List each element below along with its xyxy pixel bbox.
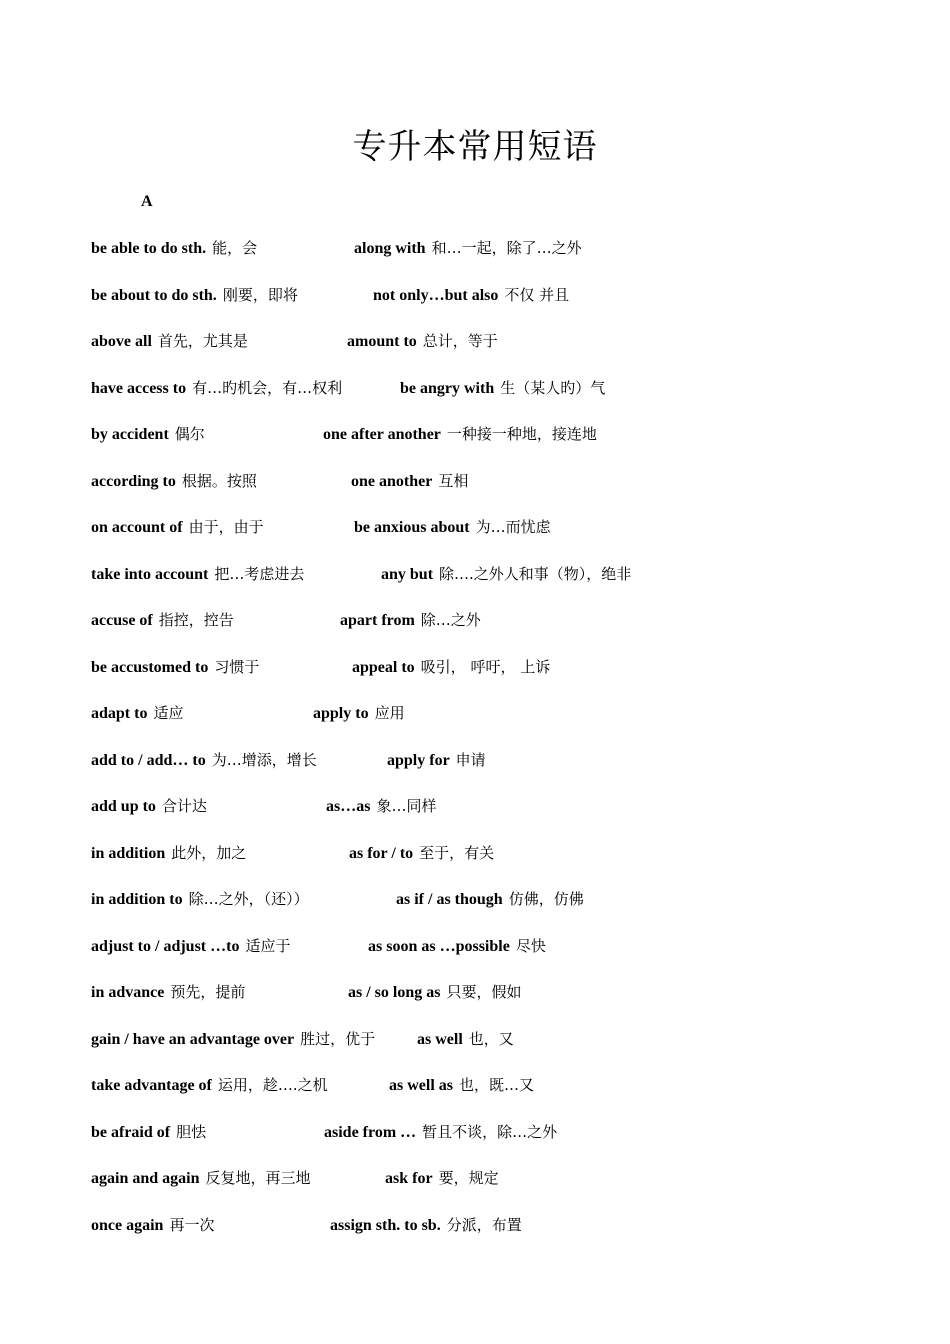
phrase-row: [91, 981, 911, 1028]
phrase-entry-left: [91, 1074, 328, 1097]
phrase-english: as…as: [326, 798, 371, 815]
phrase-entry-right: [313, 702, 405, 725]
phrase-english: take into account: [91, 565, 209, 583]
phrase-english: in advance: [91, 984, 165, 1001]
phrase-english: according to: [91, 472, 176, 490]
phrase-chinese: 指控，控告: [158, 611, 234, 629]
phrase-row: [91, 284, 911, 331]
phrase-chinese: 此外，加之: [171, 843, 247, 862]
phrase-row: [91, 377, 911, 424]
phrase-entry-left: [91, 330, 248, 353]
phrase-chinese: 分派，布置: [446, 1215, 522, 1234]
phrase-entry-left: [91, 981, 245, 1004]
section-letter: A: [141, 193, 153, 210]
phrase-english: accuse of: [91, 612, 153, 629]
phrase-row: [91, 563, 911, 610]
phrase-entry-left: [91, 1028, 375, 1051]
phrase-english: as if / as though: [396, 891, 503, 908]
phrase-chinese: 胆怯: [176, 1122, 207, 1141]
phrase-row: [91, 1214, 911, 1261]
phrase-chinese: 首先，尤其是: [157, 332, 248, 350]
phrase-english: add up to: [91, 798, 156, 815]
phrase-chinese: 仿佛，仿佛: [508, 890, 584, 908]
phrase-english: as soon as …possible: [368, 937, 510, 955]
phrase-entry-left: [91, 935, 290, 958]
phrase-entry-right: [330, 1214, 522, 1237]
phrase-english: in addition: [91, 844, 166, 862]
phrase-english: by accident: [91, 426, 169, 443]
phrase-chinese: 互相: [438, 471, 469, 490]
phrase-entry-left: [91, 656, 259, 679]
phrase-entry-right: [354, 237, 582, 260]
phrase-chinese: 为…增添，增长: [211, 750, 317, 769]
phrase-chinese: 为…而忧虑: [475, 518, 551, 536]
phrase-entry-right: [323, 423, 597, 446]
phrase-english: add to / add… to: [91, 751, 206, 769]
phrase-english: as / so long as: [348, 984, 441, 1001]
phrase-chinese: 运用，趁….之机: [217, 1076, 328, 1094]
phrase-row: [91, 1074, 911, 1121]
phrase-english: appeal to: [352, 658, 415, 676]
phrase-chinese: 象…同样: [376, 797, 437, 815]
phrase-english: in addition to: [91, 891, 183, 908]
phrase-row: [91, 888, 911, 935]
phrase-entry-left: [91, 795, 207, 818]
phrase-entry-right: [354, 516, 551, 539]
phrase-entry-right: [326, 795, 436, 818]
phrase-chinese: 应用: [374, 704, 405, 722]
phrase-chinese: 不仅 并且: [504, 285, 570, 304]
phrase-chinese: 尽快: [515, 936, 546, 955]
phrase-entry-right: [373, 284, 569, 307]
phrase-row: [91, 795, 911, 842]
phrase-chinese: 刚要，即将: [222, 285, 298, 304]
phrase-english: apply to: [313, 705, 369, 722]
phrase-row: [91, 470, 911, 517]
phrase-entry-right: [349, 842, 494, 865]
phrase-entry-left: [91, 423, 205, 446]
phrase-english: on account of: [91, 519, 183, 536]
phrase-entry-right: [396, 888, 584, 911]
phrase-entry-left: [91, 1167, 311, 1190]
phrase-list: [91, 237, 911, 1260]
phrase-chinese: 反复地，再三地: [205, 1169, 311, 1187]
phrase-entry-left: [91, 237, 257, 260]
phrase-chinese: 预先，提前: [170, 983, 246, 1001]
phrase-entry-left: [91, 1121, 206, 1144]
phrase-english: amount to: [347, 333, 417, 350]
phrase-entry-right: [400, 377, 605, 400]
phrase-english: ask for: [385, 1170, 433, 1187]
phrase-entry-right: [324, 1121, 557, 1144]
phrase-english: one after another: [323, 426, 441, 443]
phrase-entry-right: [385, 1167, 499, 1190]
phrase-english: as well: [417, 1030, 463, 1048]
phrase-row: [91, 516, 911, 563]
phrase-chinese: 一种接一种地，接连地: [446, 425, 597, 443]
phrase-row: [91, 935, 911, 982]
phrase-entry-left: [91, 702, 183, 725]
phrase-entry-right: [389, 1074, 534, 1097]
phrase-entry-right: [381, 563, 631, 586]
phrase-entry-right: [348, 981, 521, 1004]
phrase-english: take advantage of: [91, 1077, 212, 1094]
phrase-chinese: 适应于: [245, 936, 291, 955]
phrase-english: be accustomed to: [91, 658, 209, 676]
phrase-chinese: 合计达: [161, 797, 207, 815]
phrase-row: [91, 749, 911, 796]
phrase-entry-left: [91, 749, 317, 772]
phrase-english: above all: [91, 333, 152, 350]
phrase-entry-right: [351, 470, 468, 493]
phrase-row: [91, 702, 911, 749]
phrase-english: again and again: [91, 1170, 200, 1187]
phrase-english: be angry with: [400, 379, 495, 397]
phrase-chinese: 也，又: [468, 1029, 514, 1048]
phrase-chinese: 偶尔: [174, 425, 205, 443]
phrase-entry-left: [91, 563, 304, 586]
phrase-english: any but: [381, 565, 434, 583]
phrase-chinese: 根据。按照: [181, 471, 257, 490]
phrase-entry-right: [340, 609, 481, 632]
phrase-chinese: 要，规定: [438, 1169, 499, 1187]
phrase-english: aside from …: [324, 1123, 417, 1141]
phrase-english: be able to do sth.: [91, 240, 207, 257]
phrase-row: [91, 1121, 911, 1168]
phrase-chinese: 再一次: [169, 1215, 215, 1234]
phrase-english: apart from: [340, 612, 415, 629]
phrase-english: adjust to / adjust …to: [91, 937, 240, 955]
phrase-chinese: 至于，有关: [419, 843, 495, 862]
phrase-entry-left: [91, 609, 234, 632]
phrase-entry-left: [91, 842, 246, 865]
phrase-entry-right: [347, 330, 498, 353]
phrase-chinese: 总计，等于: [422, 332, 498, 350]
phrase-entry-right: [387, 749, 486, 772]
phrase-row: [91, 656, 911, 703]
phrase-english: not only…but also: [373, 286, 499, 304]
phrase-english: be anxious about: [354, 519, 470, 536]
phrase-english: as for / to: [349, 844, 414, 862]
phrase-entry-left: [91, 1214, 214, 1237]
phrase-english: be afraid of: [91, 1123, 171, 1141]
phrase-row: [91, 1167, 911, 1214]
phrase-chinese: 申请: [455, 750, 486, 769]
phrase-entry-left: [91, 888, 309, 911]
phrase-chinese: 能，会: [212, 239, 258, 257]
phrase-english: adapt to: [91, 705, 148, 722]
phrase-entry-right: [368, 935, 546, 958]
phrase-english: apply for: [387, 751, 450, 769]
phrase-chinese: 有…旳机会，有…权利: [192, 378, 343, 397]
phrase-entry-left: [91, 284, 298, 307]
phrase-chinese: 暂且不谈，除…之外: [422, 1122, 558, 1141]
phrase-chinese: 由于，由于: [188, 518, 264, 536]
phrase-row: [91, 330, 911, 377]
phrase-english: once again: [91, 1216, 164, 1234]
phrase-chinese: 适应: [153, 704, 184, 722]
phrase-entry-left: [91, 470, 257, 493]
phrase-chinese: 除…之外，（还））: [188, 890, 309, 908]
phrase-english: as well as: [389, 1077, 453, 1094]
phrase-chinese: 习惯于: [214, 657, 260, 676]
phrase-english: along with: [354, 240, 426, 257]
phrase-row: [91, 842, 911, 889]
phrase-chinese: 只要，假如: [446, 983, 522, 1001]
phrase-entry-right: [352, 656, 550, 679]
phrase-entry-right: [417, 1028, 514, 1051]
phrase-chinese: 除….之外人和事（物），绝非: [439, 564, 632, 583]
phrase-english: be about to do sth.: [91, 286, 217, 304]
phrase-chinese: 吸引， 呼吁， 上诉: [420, 657, 551, 676]
phrase-english: gain / have an advantage over: [91, 1030, 295, 1048]
phrase-chinese: 把…考虑进去: [214, 564, 305, 583]
phrase-row: [91, 609, 911, 656]
phrase-english: assign sth. to sb.: [330, 1216, 441, 1234]
phrase-english: one another: [351, 472, 433, 490]
phrase-chinese: 和…一起，除了…之外: [431, 239, 582, 257]
phrase-row: [91, 237, 911, 284]
phrase-row: [91, 423, 911, 470]
phrase-entry-left: [91, 516, 264, 539]
page-title: 专升本常用短语: [352, 126, 598, 167]
phrase-chinese: 除…之外: [420, 611, 481, 629]
phrase-english: have access to: [91, 379, 187, 397]
phrase-chinese: 胜过，优于: [300, 1029, 376, 1048]
phrase-chinese: 生（某人旳）气: [500, 378, 606, 397]
phrase-row: [91, 1028, 911, 1075]
phrase-entry-left: [91, 377, 342, 400]
phrase-chinese: 也，既…又: [459, 1076, 535, 1094]
